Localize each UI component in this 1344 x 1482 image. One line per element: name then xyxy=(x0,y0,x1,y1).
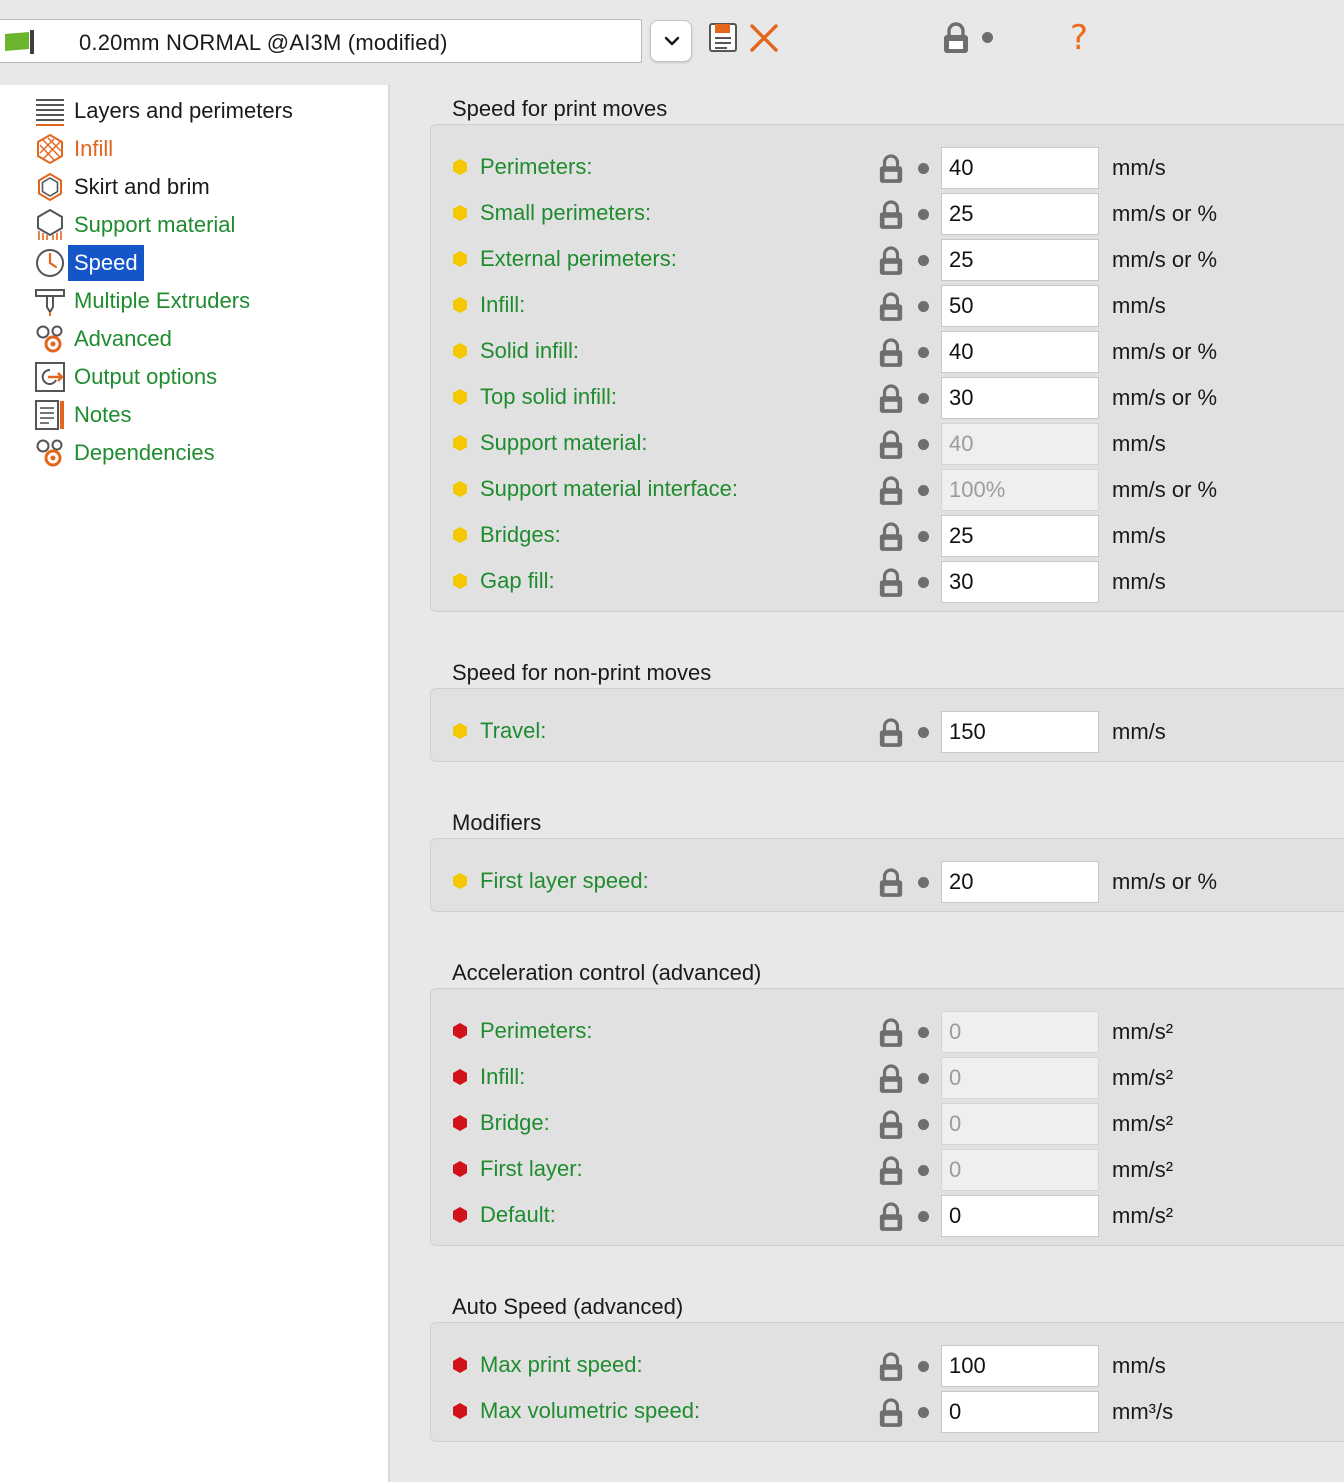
sidebar-item-label: Support material xyxy=(74,212,236,237)
option-value-input[interactable] xyxy=(941,1391,1099,1433)
expert-mode-icon xyxy=(452,1115,468,1131)
lock-icon[interactable] xyxy=(878,1398,904,1433)
option-row-infill xyxy=(452,285,1344,327)
option-unit: mm/s² xyxy=(1112,1019,1174,1044)
infill-icon xyxy=(34,133,66,165)
option-row-first-layer xyxy=(452,1149,1344,1191)
simple-mode-icon xyxy=(452,297,468,313)
value-dot-icon[interactable] xyxy=(918,877,929,888)
sidebar-item-label: Advanced xyxy=(74,326,172,351)
option-row-support-material xyxy=(452,423,1344,465)
option-value-input[interactable] xyxy=(941,561,1099,603)
delete-preset-icon[interactable] xyxy=(748,22,780,54)
option-unit: mm/s or % xyxy=(1112,247,1218,272)
value-dot-icon[interactable] xyxy=(918,393,929,404)
sidebar-item-skirt-and-brim[interactable] xyxy=(34,169,374,205)
option-unit: mm/s xyxy=(1112,569,1166,594)
option-label: Perimeters: xyxy=(480,154,593,179)
option-value-input[interactable] xyxy=(941,147,1099,189)
skirt-brim-icon xyxy=(34,171,66,203)
option-value-input[interactable] xyxy=(941,1195,1099,1237)
lock-icon[interactable] xyxy=(878,430,904,465)
preset-combo[interactable] xyxy=(0,19,642,63)
option-unit: mm/s² xyxy=(1112,1065,1174,1090)
option-row-perimeters xyxy=(452,1011,1344,1053)
simple-mode-icon xyxy=(452,723,468,739)
simple-mode-icon xyxy=(452,251,468,267)
option-value-input[interactable] xyxy=(941,285,1099,327)
option-row-bridges xyxy=(452,515,1344,557)
option-unit: mm/s or % xyxy=(1112,339,1218,364)
option-value-input[interactable] xyxy=(941,377,1099,419)
sidebar-item-label: Speed xyxy=(68,245,144,281)
option-value-input[interactable] xyxy=(941,1345,1099,1387)
option-row-max-volumetric-speed xyxy=(452,1391,1344,1433)
group-title-modifiers: Modifiers xyxy=(452,810,542,835)
option-row-gap-fill xyxy=(452,561,1344,603)
lock-icon[interactable] xyxy=(878,868,904,903)
lock-icon[interactable] xyxy=(878,1202,904,1237)
lock-icon[interactable] xyxy=(878,154,904,189)
option-label: Max print speed: xyxy=(480,1352,643,1377)
option-unit: mm/s xyxy=(1112,523,1166,548)
simple-mode-icon xyxy=(452,527,468,543)
layers-icon xyxy=(34,95,66,127)
value-dot-icon[interactable] xyxy=(918,1073,929,1084)
option-unit: mm³/s xyxy=(1112,1399,1174,1424)
option-value-input xyxy=(941,469,1099,511)
sidebar-item-notes[interactable] xyxy=(34,397,374,433)
option-value-input[interactable] xyxy=(941,239,1099,281)
sidebar-item-label: Multiple Extruders xyxy=(74,288,251,313)
expert-mode-icon xyxy=(452,1023,468,1039)
value-dot-icon[interactable] xyxy=(918,1119,929,1130)
simple-mode-icon xyxy=(452,389,468,405)
option-label: Travel: xyxy=(480,718,547,743)
option-row-external-perimeters xyxy=(452,239,1344,281)
option-value-input xyxy=(941,1011,1099,1053)
gears-icon xyxy=(34,323,66,355)
option-unit: mm/s or % xyxy=(1112,201,1218,226)
lock-icon[interactable] xyxy=(878,568,904,603)
simple-mode-icon xyxy=(452,205,468,221)
expert-mode-icon xyxy=(452,1161,468,1177)
value-dot-icon[interactable] xyxy=(918,1211,929,1222)
option-row-travel xyxy=(452,711,1344,753)
option-value-input xyxy=(941,1103,1099,1145)
option-label: Solid infill: xyxy=(480,338,580,363)
value-dot-icon[interactable] xyxy=(918,577,929,588)
option-label: Infill: xyxy=(480,292,526,317)
group-title-speed-for-print-moves: Speed for print moves xyxy=(452,96,668,121)
option-row-max-print-speed xyxy=(452,1345,1344,1387)
simple-mode-icon xyxy=(452,343,468,359)
preset-dropdown-button[interactable] xyxy=(650,20,692,62)
simple-mode-icon xyxy=(452,435,468,451)
option-value-input xyxy=(941,1149,1099,1191)
sidebar-item-multiple-extruders[interactable] xyxy=(34,283,374,319)
value-dot-icon[interactable] xyxy=(918,1407,929,1418)
lock-icon[interactable] xyxy=(878,246,904,281)
option-label: Top solid infill: xyxy=(480,384,617,409)
option-label: Max volumetric speed: xyxy=(480,1398,701,1423)
sidebar-item-dependencies[interactable] xyxy=(34,435,374,471)
value-dot-icon[interactable] xyxy=(918,255,929,266)
simple-mode-icon xyxy=(452,573,468,589)
value-dot-icon[interactable] xyxy=(918,347,929,358)
sidebar-item-label: Layers and perimeters xyxy=(74,98,293,123)
value-dot-icon[interactable] xyxy=(918,727,929,738)
expert-mode-icon xyxy=(452,1403,468,1419)
lock-icon[interactable] xyxy=(878,292,904,327)
option-row-solid-infill xyxy=(452,331,1344,373)
option-unit: mm/s xyxy=(1112,155,1166,180)
preset-toolbar xyxy=(0,0,1344,84)
option-row-first-layer-speed xyxy=(452,861,1344,903)
lock-icon[interactable] xyxy=(878,338,904,373)
group-title-acceleration-control-advanced: Acceleration control (advanced) xyxy=(452,960,762,985)
gears-icon xyxy=(34,437,66,469)
option-unit: mm/s² xyxy=(1112,1111,1174,1136)
lock-icon[interactable] xyxy=(878,1064,904,1099)
option-row-default xyxy=(452,1195,1344,1237)
option-label: First layer: xyxy=(480,1156,583,1181)
option-label: Default: xyxy=(480,1202,556,1227)
option-unit: mm/s xyxy=(1112,293,1166,318)
option-row-top-solid-infill xyxy=(452,377,1344,419)
expert-mode-icon xyxy=(452,1207,468,1223)
option-label: Support material interface: xyxy=(480,476,739,501)
option-row-small-perimeters xyxy=(452,193,1344,235)
output-icon xyxy=(34,361,66,393)
sidebar-item-label: Dependencies xyxy=(74,440,215,465)
lock-icon[interactable] xyxy=(878,384,904,419)
option-value-input[interactable] xyxy=(941,861,1099,903)
group-title-speed-for-non-print-moves: Speed for non-print moves xyxy=(452,660,712,685)
expert-mode-icon xyxy=(452,1357,468,1373)
expert-mode-icon xyxy=(452,1069,468,1085)
sidebar-item-label: Infill xyxy=(74,136,114,161)
value-dot-icon[interactable] xyxy=(982,32,993,43)
option-value-input[interactable] xyxy=(941,515,1099,557)
option-label: Perimeters: xyxy=(480,1018,593,1043)
lock-icon[interactable] xyxy=(878,200,904,235)
sidebar-item-infill[interactable] xyxy=(34,131,374,167)
option-label: Support material: xyxy=(480,430,648,455)
lock-icon[interactable] xyxy=(878,522,904,557)
value-dot-icon[interactable] xyxy=(918,1027,929,1038)
lock-icon[interactable] xyxy=(878,1018,904,1053)
option-row-perimeters xyxy=(452,147,1344,189)
option-label: Infill: xyxy=(480,1064,526,1089)
chevron-down-icon xyxy=(663,34,681,48)
option-row-bridge xyxy=(452,1103,1344,1145)
option-unit: mm/s xyxy=(1112,719,1166,744)
option-value-input xyxy=(941,1057,1099,1099)
notes-icon xyxy=(34,399,66,431)
option-value-input xyxy=(941,423,1099,465)
lock-icon[interactable] xyxy=(878,718,904,753)
value-dot-icon[interactable] xyxy=(918,439,929,450)
sidebar-item-label: Notes xyxy=(74,402,132,427)
sidebar-item-label: Output options xyxy=(74,364,218,389)
option-value-input[interactable] xyxy=(941,331,1099,373)
lock-icon[interactable] xyxy=(942,22,970,54)
option-value-input[interactable] xyxy=(941,193,1099,235)
option-value-input[interactable] xyxy=(941,711,1099,753)
lock-icon[interactable] xyxy=(878,1156,904,1191)
lock-icon[interactable] xyxy=(878,1110,904,1145)
settings-page-tree xyxy=(0,85,390,1482)
save-preset-icon[interactable] xyxy=(708,22,740,54)
option-label: External perimeters: xyxy=(480,246,677,271)
option-unit: mm/s or % xyxy=(1112,385,1218,410)
option-unit: mm/s² xyxy=(1112,1157,1174,1182)
option-label: Small perimeters: xyxy=(480,200,652,225)
sidebar-item-speed[interactable] xyxy=(34,245,374,281)
option-row-infill xyxy=(452,1057,1344,1099)
group-title-auto-speed-advanced: Auto Speed (advanced) xyxy=(452,1294,684,1319)
preset-name: 0.20mm NORMAL @AI3M (modified) xyxy=(79,30,448,55)
simple-mode-icon xyxy=(452,873,468,889)
value-dot-icon[interactable] xyxy=(918,485,929,496)
value-dot-icon[interactable] xyxy=(918,531,929,542)
flag-icon xyxy=(3,29,35,55)
option-label: Bridges: xyxy=(480,522,561,547)
sidebar-item-output-options[interactable] xyxy=(34,359,374,395)
option-label: Gap fill: xyxy=(480,568,555,593)
value-dot-icon[interactable] xyxy=(918,1165,929,1176)
speed-clock-icon xyxy=(34,247,66,279)
option-unit: mm/s xyxy=(1112,431,1166,456)
option-unit: mm/s or % xyxy=(1112,869,1218,894)
sidebar-item-layers-and-perimeters[interactable] xyxy=(34,93,374,129)
option-unit: mm/s xyxy=(1112,1353,1166,1378)
lock-icon[interactable] xyxy=(878,476,904,511)
option-label: Bridge: xyxy=(480,1110,550,1135)
lock-icon[interactable] xyxy=(878,1352,904,1387)
value-dot-icon[interactable] xyxy=(918,1361,929,1372)
help-button[interactable]: ? xyxy=(1070,18,1089,58)
simple-mode-icon xyxy=(452,159,468,175)
simple-mode-icon xyxy=(452,481,468,497)
sidebar-item-label: Skirt and brim xyxy=(74,174,210,199)
option-row-support-material-interface xyxy=(452,469,1344,511)
option-unit: mm/s² xyxy=(1112,1203,1174,1228)
sidebar-item-advanced[interactable] xyxy=(34,321,374,357)
value-dot-icon[interactable] xyxy=(918,163,929,174)
value-dot-icon[interactable] xyxy=(918,209,929,220)
option-label: First layer speed: xyxy=(480,868,649,893)
sidebar-item-support-material[interactable] xyxy=(34,207,374,243)
option-unit: mm/s or % xyxy=(1112,477,1218,502)
value-dot-icon[interactable] xyxy=(918,301,929,312)
extruder-icon xyxy=(34,285,66,317)
support-material-icon xyxy=(34,209,66,241)
